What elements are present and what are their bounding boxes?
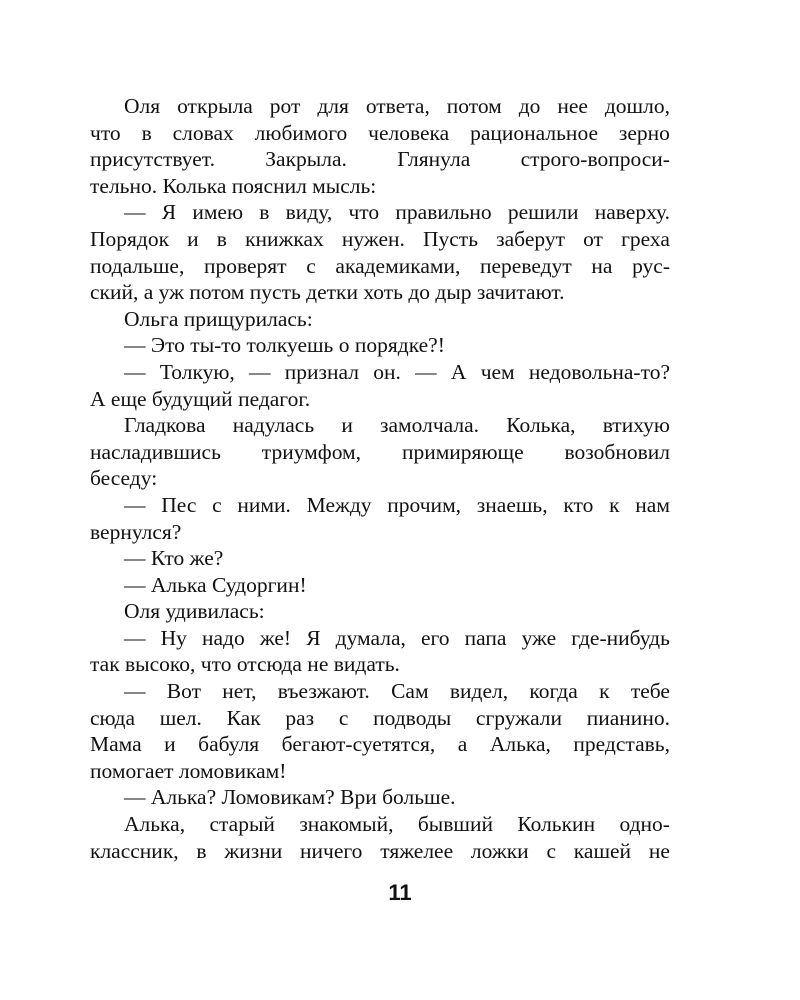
word: а [457,732,468,757]
word: бывший [417,812,493,837]
word: наверху. [594,200,670,225]
word: и [164,732,176,757]
word: кашей [573,838,632,863]
word: тебе [630,679,670,704]
word: триумфом, [261,439,362,464]
word: въезжают. [277,679,370,704]
word: к [609,492,620,517]
word: втихую [602,413,670,438]
word: одно- [619,812,670,837]
word: ложки [470,838,529,863]
text-line [90,705,670,732]
text-line [90,146,670,173]
word: Пусть [422,226,479,251]
word: рот [269,94,301,118]
word: нее [557,94,588,118]
word: видел, [449,679,509,704]
word: — [415,359,437,384]
word: виду, [285,200,333,225]
word: академиками, [335,253,461,278]
text-line [90,811,670,838]
word: насладившись [90,439,221,464]
word: книжках [245,226,324,251]
word: Между [306,492,372,517]
word: — [124,625,146,650]
text-line: — Кто же? [124,546,224,571]
text-line [90,838,670,865]
word: — [124,359,146,384]
word: Я [306,625,321,650]
word: подальше, [90,253,185,278]
word: к [599,679,610,704]
word: что [90,120,121,145]
word: тяжелее [380,838,454,863]
word: надулась [232,413,315,438]
word: нет, [222,679,257,704]
word: рациональное [470,120,598,145]
word: уже [521,625,557,650]
word: прочим, [387,492,462,517]
word: знакомый, [299,812,394,837]
word: чем [480,359,515,384]
word: — [124,679,146,704]
word: — [124,200,146,225]
word: Колькин [517,812,596,837]
word: сгружали [475,705,563,730]
word: правильно [395,200,492,225]
word: в [216,226,227,251]
word: строго-вопроси- [520,147,670,172]
word: в [141,120,152,145]
word: в [196,838,207,863]
word: старый [209,812,275,837]
text-line: Оля удивилась: [124,599,265,624]
word: — [124,492,146,517]
text-line [90,439,670,466]
word: папа [464,625,507,650]
text-line: ский, а уж потом пусть детки хоть до дыр зачитают. [90,280,565,305]
word: он. [373,359,401,384]
word: Гладкова [124,413,206,438]
word: греха [621,226,670,251]
word: дошло, [604,94,670,118]
word: человека [368,120,450,145]
word: с [306,253,316,278]
word: Алька, [124,812,186,837]
text-line [90,93,670,120]
word: Алька, [489,732,551,757]
word: бегают-суетятся, [281,732,436,757]
page-number: 11 [388,880,412,905]
text-line: тельно. Колька пояснил мысль: [90,173,377,198]
word: Мама [90,732,142,757]
word: с [338,705,349,730]
word: его [420,625,450,650]
text-line [90,226,670,253]
text-line [90,625,670,652]
word: и [187,226,199,251]
word: когда [529,679,578,704]
word: — [249,359,271,384]
word: возобновил [564,439,670,464]
word: шел. [159,705,202,730]
text-line [90,731,670,758]
word: сюда [90,705,135,730]
word: недовольна-то? [528,359,670,384]
word: с [212,492,222,517]
word: бабуля [198,732,260,757]
word: нам [635,492,670,517]
word: не [648,838,670,863]
word: думала, [335,625,406,650]
word: Я [161,200,177,225]
word: Колька, [506,413,576,438]
word: ними. [237,492,291,517]
word: на [591,253,613,278]
word: что [348,200,380,225]
word: А [450,359,467,384]
text-line: беседу: [90,466,158,491]
word: ответа, [365,94,430,118]
word: раз [285,705,315,730]
word: кто [563,492,594,517]
word: Как [226,705,261,730]
word: любимого [254,120,348,145]
word: присутствует. [90,147,215,172]
word: замолчала. [380,413,480,438]
text-line [90,412,670,439]
word: признал [284,359,360,384]
word: в [259,200,270,225]
word: от [583,226,603,251]
text-line [90,120,670,147]
body-text [90,93,670,864]
word: примиряюще [401,439,524,464]
word: с [546,838,556,863]
word: проверят [203,253,287,278]
word: Порядок [90,226,170,251]
text-line: А еще будущий педагог. [90,386,311,411]
word: Пес [161,492,197,517]
text-line [90,678,670,705]
text-line: так высоко, что отсюда не видать. [90,652,400,677]
word: словах [172,120,234,145]
text-line: Ольга прищурилась: [124,306,313,331]
word: Ну [160,625,187,650]
word: пианино. [586,705,670,730]
word: Толкую, [159,359,235,384]
word: и [341,413,353,438]
text-line [90,199,670,226]
text-line [90,359,670,386]
word: представь, [573,732,670,757]
word: ничего [300,838,363,863]
word: имею [192,200,244,225]
text-line: — Это ты-то толкуешь о порядке?! [124,333,445,358]
word: Вот [166,679,201,704]
word: Глянула [397,147,471,172]
word: же! [259,625,292,650]
word: Оля [124,94,161,118]
word: Закрыла. [265,147,347,172]
text-line: помогает ломовикам! [90,758,287,783]
word: подводы [373,705,452,730]
word: решили [507,200,579,225]
word: потом [446,94,502,118]
text-line [90,492,670,519]
text-line [90,253,670,280]
word: нужен. [341,226,405,251]
word: зерно [618,120,670,145]
word: до [518,94,541,118]
word: рус- [632,253,670,278]
word: для [317,94,349,118]
word: Сам [391,679,429,704]
text-line: вернулся? [90,519,182,544]
word: классник, [90,838,179,863]
word: переведут [480,253,572,278]
word: заберут [496,226,565,251]
word: жизни [224,838,283,863]
word: где-нибудь [571,625,670,650]
word: открыла [177,94,253,118]
word: знаешь, [476,492,548,517]
text-line: — Алька Судоргин! [124,572,307,597]
word: надо [201,625,245,650]
text-line: — Алька? Ломовикам? Ври больше. [124,785,456,810]
